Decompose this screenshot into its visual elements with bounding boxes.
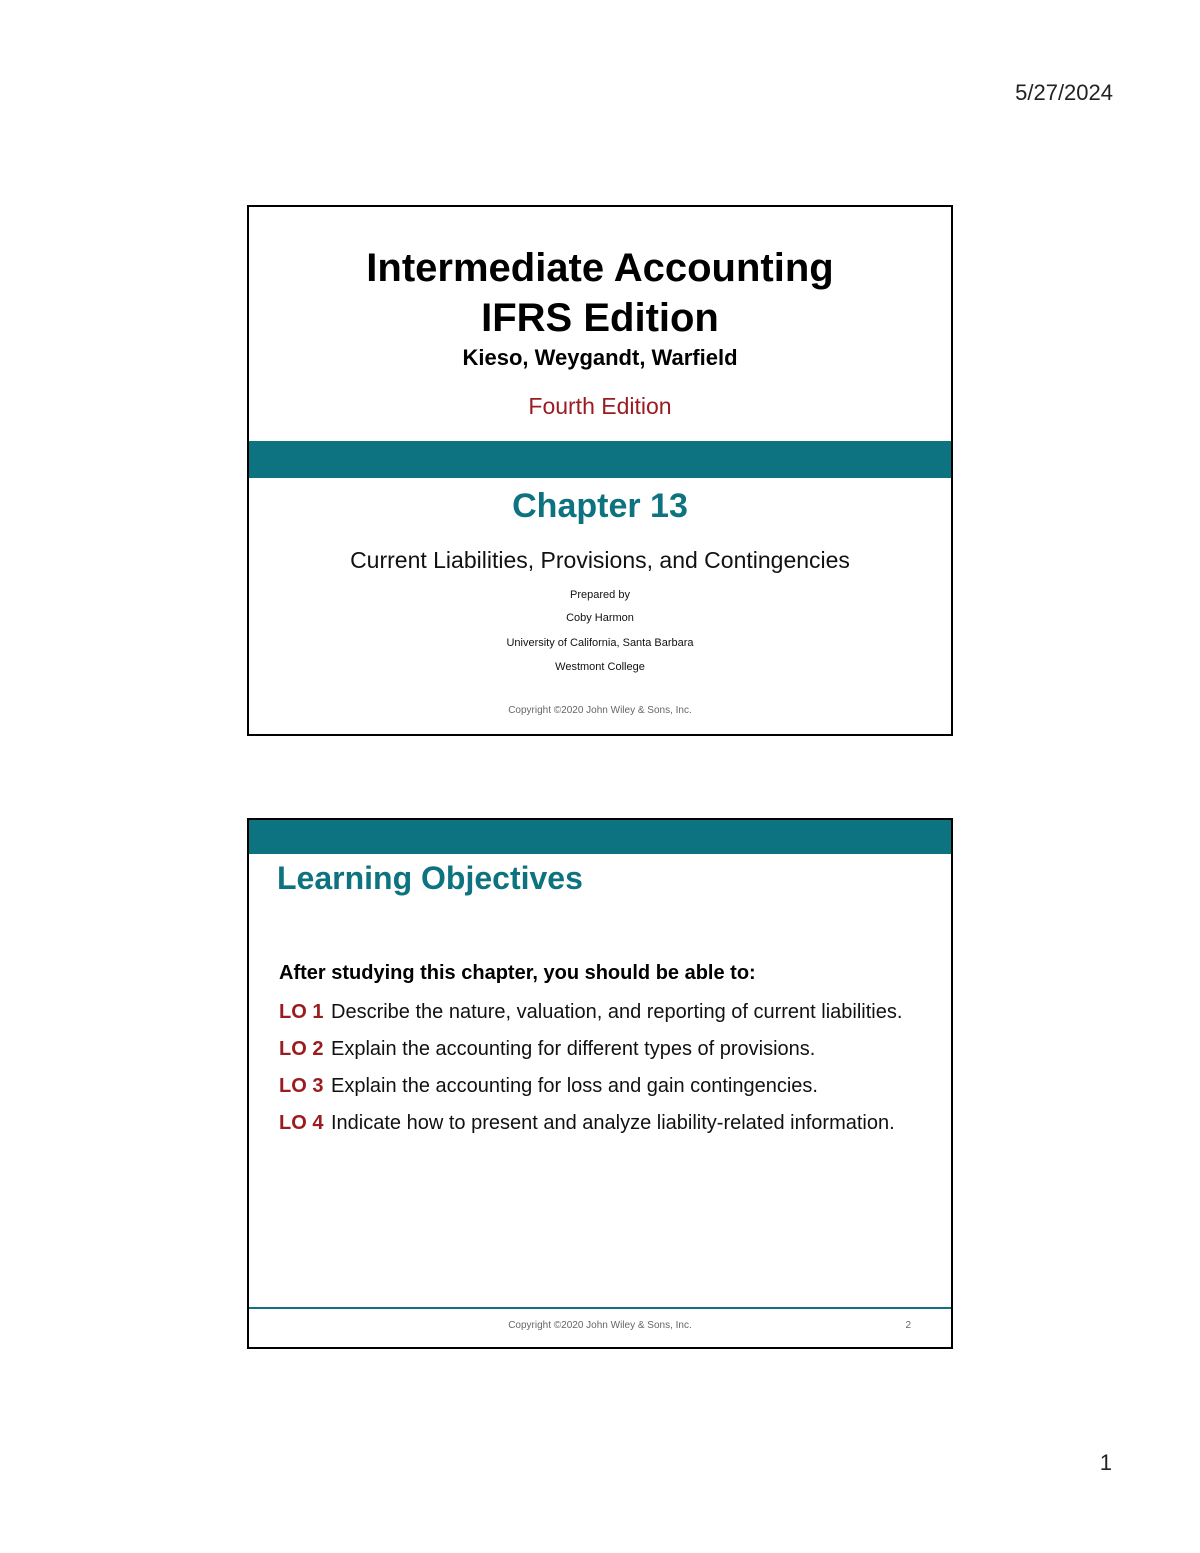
authors: Kieso, Weygandt, Warfield — [462, 345, 738, 370]
book-title — [249, 243, 951, 343]
title-slide — [247, 205, 953, 736]
objective-text: Explain the accounting for loss and gain contingencies. — [331, 1075, 818, 1097]
objective-text: Describe the nature, valuation, and reporting of current liabilities. — [331, 1001, 903, 1023]
teal-divider-band — [249, 441, 951, 478]
preparer-college: Westmont College — [555, 661, 645, 673]
chapter-heading: Chapter 13 — [512, 487, 688, 525]
objectives-list — [279, 998, 919, 1146]
objective-code: LO 2 — [279, 1038, 324, 1060]
objective-text: Explain the accounting for different types of provisions. — [331, 1038, 816, 1060]
prepared-by-label: Prepared by — [570, 589, 630, 601]
objective-code: LO 1 — [279, 1001, 324, 1023]
slide-1-copyright: Copyright ©2020 John Wiley & Sons, Inc. — [508, 705, 692, 716]
book-title-line-1: Intermediate Accounting — [366, 246, 834, 290]
book-title-line-2: IFRS Edition — [481, 296, 719, 340]
slide-number: 2 — [905, 1320, 911, 1331]
page-date: 5/27/2024 — [1015, 80, 1113, 105]
preparer-name: Coby Harmon — [566, 612, 634, 624]
teal-top-bar — [249, 820, 951, 854]
slide-title: Learning Objectives — [277, 860, 583, 896]
chapter-subtitle: Current Liabilities, Provisions, and Contingencies — [350, 547, 850, 573]
objective-item — [279, 1035, 919, 1064]
objective-item — [279, 1109, 919, 1138]
objective-text: Indicate how to present and analyze liability-related information. — [331, 1112, 895, 1134]
footer-divider — [249, 1307, 951, 1309]
objective-item — [279, 998, 919, 1027]
objectives-intro: After studying this chapter, you should be able to: — [279, 962, 756, 984]
objective-item — [279, 1072, 919, 1101]
slide-2-copyright: Copyright ©2020 John Wiley & Sons, Inc. — [508, 1320, 692, 1331]
page-number: 1 — [1099, 1450, 1112, 1475]
edition: Fourth Edition — [528, 393, 672, 419]
learning-objectives-slide — [247, 818, 953, 1349]
objective-code: LO 3 — [279, 1075, 324, 1097]
preparer-university: University of California, Santa Barbara — [506, 637, 694, 649]
objective-code: LO 4 — [279, 1112, 324, 1134]
